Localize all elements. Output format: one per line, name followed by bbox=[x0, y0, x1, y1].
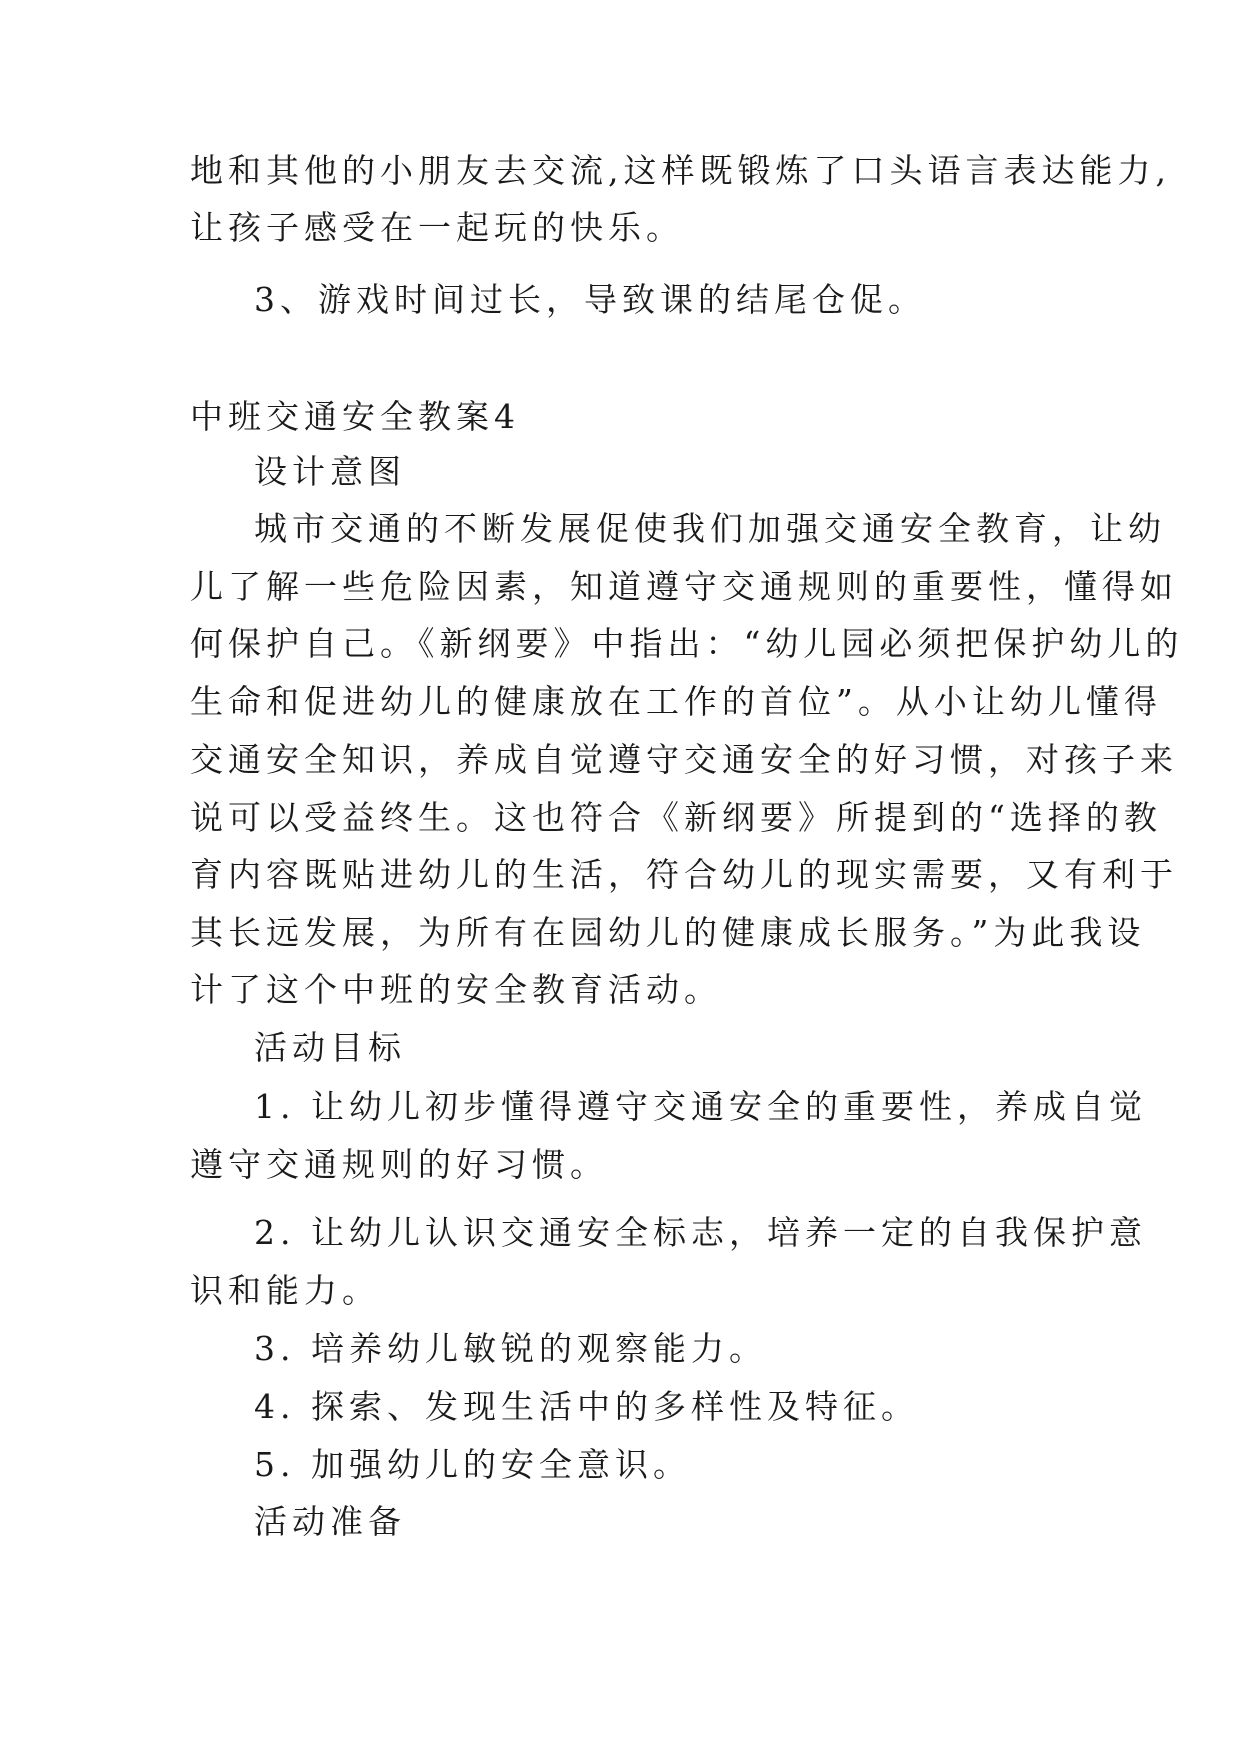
list-item-continuation: 遵守交通规则的好习惯。 bbox=[190, 1145, 608, 1184]
paragraph-line: 地和其他的小朋友去交流,这样既锻炼了口头语言表达能力, bbox=[190, 151, 1171, 190]
paragraph-line: 城市交通的不断发展促使我们加强交通安全教育，让幼 bbox=[254, 509, 1166, 548]
list-item-continuation: 识和能力。 bbox=[190, 1271, 380, 1310]
list-item: 3. 培养幼儿敏锐的观察能力。 bbox=[254, 1329, 767, 1368]
paragraph-line: 说可以受益终生。这也符合《新纲要》所提到的“选择的教 bbox=[190, 798, 1162, 837]
subsection-heading: 活动准备 bbox=[254, 1502, 406, 1541]
list-item: 5. 加强幼儿的安全意识。 bbox=[254, 1445, 691, 1484]
paragraph-line: 交通安全知识，养成自觉遵守交通安全的好习惯，对孩子来 bbox=[190, 740, 1178, 779]
list-item: 1. 让幼儿初步懂得遵守交通安全的重要性，养成自觉 bbox=[254, 1087, 1147, 1126]
subsection-heading: 活动目标 bbox=[254, 1028, 406, 1067]
subsection-heading: 设计意图 bbox=[254, 452, 406, 491]
section-title: 中班交通安全教案4 bbox=[190, 397, 520, 436]
paragraph-line: 生命和促进幼儿的健康放在工作的首位”。从小让幼儿懂得 bbox=[190, 682, 1162, 721]
paragraph-line: 育内容既贴进幼儿的生活，符合幼儿的现实需要，又有利于 bbox=[190, 855, 1178, 894]
list-item: 4. 探索、发现生活中的多样性及特征。 bbox=[254, 1387, 919, 1426]
paragraph-line: 何保护自己。《新纲要》中指出：“幼儿园必须把保护幼儿的 bbox=[190, 624, 1184, 663]
paragraph-line: 3、游戏时间过长，导致课的结尾仓促。 bbox=[254, 280, 926, 319]
paragraph-line: 让孩子感受在一起玩的快乐。 bbox=[190, 208, 684, 247]
paragraph-line: 计了这个中班的安全教育活动。 bbox=[190, 970, 722, 1009]
paragraph-line: 儿了解一些危险因素，知道遵守交通规则的重要性，懂得如 bbox=[190, 567, 1178, 606]
paragraph-line: 其长远发展，为所有在园幼儿的健康成长服务。”为此我设 bbox=[190, 913, 1146, 952]
list-item: 2. 让幼儿认识交通安全标志，培养一定的自我保护意 bbox=[254, 1213, 1147, 1252]
